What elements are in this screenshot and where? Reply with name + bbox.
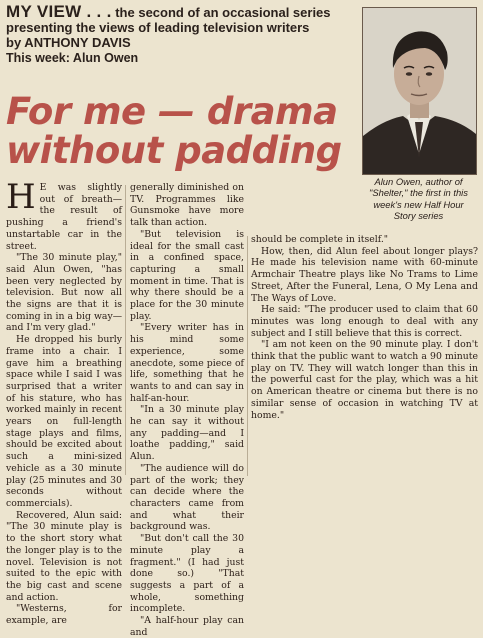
article-paragraph: He dropped his burly frame into a chair. I gave him a breathing space while I said I was surprised that a writer of his stature, who has worked mainly in recent years on full-length stage plays and films, should be excited about such a mini-sized vehicle as a 30 minute play (25 minutes and 30 seconds without commercials). bbox=[6, 334, 122, 509]
article-paragraph: "The 30 minute play," said Alun Owen, "has been very neglected by television. But now all the signs are that it is coming in in a big way—and I'm very glad." bbox=[6, 252, 122, 334]
my-view-label: MY VIEW . . . bbox=[6, 2, 112, 21]
intro-series-text: the second of an occasional series bbox=[111, 5, 331, 20]
headline bbox=[6, 92, 356, 170]
article-paragraph: should be complete in itself." bbox=[251, 234, 389, 245]
photo-caption: Alun Owen, author of "Shelter," the first in this week's new Half Hour Story series bbox=[369, 176, 468, 222]
intro-line-1 bbox=[6, 4, 358, 20]
author-photo bbox=[362, 7, 477, 175]
article-paragraph: "In a 30 minute play he can say it without any padding—and I loathe padding," said Alun. bbox=[130, 404, 244, 463]
article-paragraph: "But television is ideal for the small cast in a confined space, capturing a small moment in time. That is why there should be a place for the 30 minute play. bbox=[130, 228, 244, 322]
article-paragraph: How, then, did Alun feel about longer plays? He made his television name with 60-minute Armchair Theatre plays like No Trams to Lime Street, After the Funeral, Lena, O My Lena and The Ways of Love. bbox=[251, 245, 478, 304]
headline-line-2: without padding bbox=[6, 129, 342, 172]
intro-line-2: presenting the views of leading television writers bbox=[6, 20, 310, 35]
byline: by ANTHONY DAVIS bbox=[6, 35, 131, 50]
column-rule-2 bbox=[247, 236, 248, 476]
article-column-1 bbox=[6, 177, 122, 627]
column-rule-1 bbox=[125, 185, 126, 475]
drop-cap: H bbox=[6, 177, 36, 217]
headline-line-1: For me — drama bbox=[6, 90, 338, 133]
article-column-2 bbox=[130, 182, 244, 638]
article-paragraph: generally diminished on TV. Programmes like Gunsmoke have more talk than action. bbox=[130, 182, 244, 229]
series-intro bbox=[6, 4, 358, 66]
article-paragraph: "I am not keen on the 90 minute play. I don't think that the public want to watch a 90 minute play on TV. They will watch longer than this in the powerful cast for the play, which was a hit on American theatre or cinema but there is no similar sense of occasion in watching TV at home." bbox=[251, 339, 478, 421]
article-paragraph: Recovered, Alun said: "The 30 minute play is to the short story what the longer play is to the novel. Television is not suited to the epic with the big cast and scene and action. bbox=[6, 509, 122, 603]
article-paragraph: "Westerns, for example, are bbox=[6, 603, 122, 627]
portrait-illustration bbox=[363, 8, 476, 174]
article-column-3 bbox=[251, 234, 478, 421]
article-paragraph: He said: "The producer used to claim that 60 minutes was long enough to deal with any subject and I still believe that this is correct. bbox=[251, 304, 478, 339]
article-paragraph: "A half-hour play can and bbox=[130, 615, 244, 638]
article-paragraph: "Every writer has in his mind some experience, some anecdote, some piece of life, something that he wants to and can say in half-an-hour. bbox=[130, 322, 244, 404]
article-paragraph: H E was slightly out of breath—the result of pushing a friend's unstartable car in the street. bbox=[6, 177, 122, 252]
article-paragraph: "But don't call the 30 minute play a fragment." (I had just done so.) "That suggests a part of a whole, something incomplete. bbox=[130, 533, 244, 615]
article-paragraph: "The audience will do part of the work; they can decide where the characters came from and what their background was. bbox=[130, 462, 244, 533]
this-week-label: This week: Alun Owen bbox=[6, 51, 139, 65]
